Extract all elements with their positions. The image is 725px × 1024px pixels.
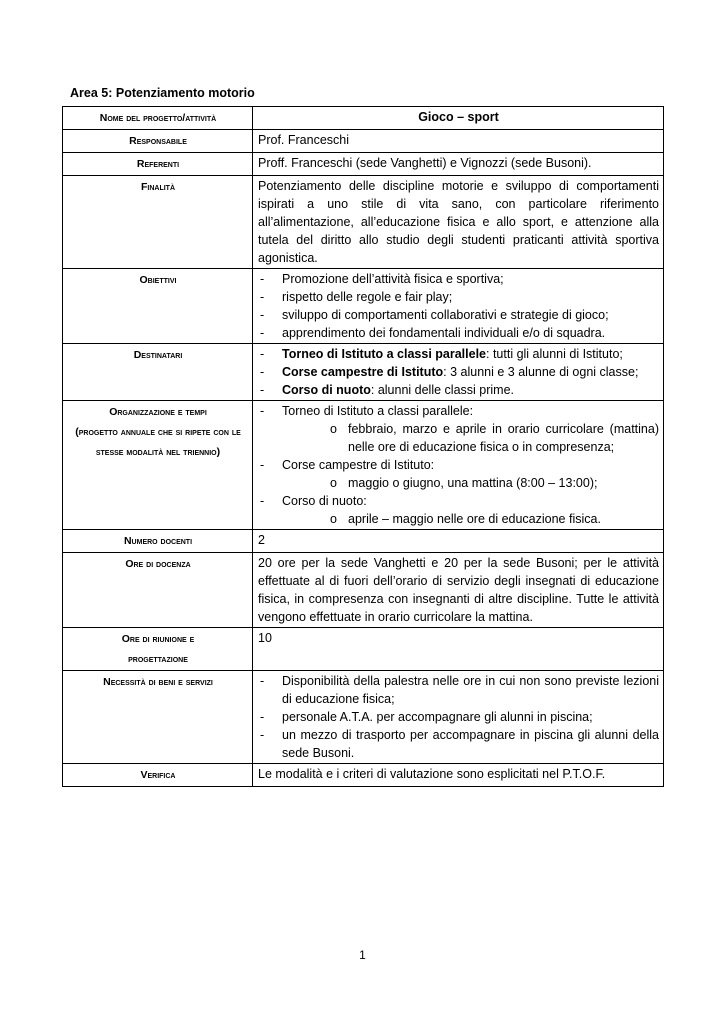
obiettivi-list xyxy=(258,270,659,342)
label-necessita: Necessità di beni e servizi xyxy=(63,671,253,764)
value-ore-docenza: 20 ore per la sede Vanghetti e 20 per la sede Busoni; per le attività effettuate al di fuori dell’orario di servizio degli insegnati di educazione fisica, in compresenza con insegnanti di altre discipline. Tutte le attività vengono effettuate in orario curricolare la mattina. xyxy=(253,553,664,628)
label-nome-progetto: Nome del progetto/attività xyxy=(63,107,253,130)
organizzazione-item: Corse campestre di Istituto: xyxy=(282,458,435,472)
list-item xyxy=(258,363,659,381)
list-item: - sviluppo di comportamenti collaborativi e strategie di gioco; xyxy=(258,306,659,324)
table-row xyxy=(63,153,664,176)
value-nome-progetto: Gioco – sport xyxy=(253,107,664,130)
list-item xyxy=(258,345,659,363)
list-item xyxy=(258,492,659,528)
label-destinatari: Destinatari xyxy=(63,344,253,401)
destinatari-bold: Torneo di Istituto a classi parallele xyxy=(282,347,486,361)
table-row xyxy=(63,764,664,787)
value-responsabile: Prof. Franceschi xyxy=(253,130,664,153)
label-organizzazione xyxy=(63,401,253,530)
table-row xyxy=(63,401,664,530)
destinatari-bold: Corse campestre di Istituto xyxy=(282,365,444,379)
destinatari-text: : 3 alunni e 3 alunne di ogni classe; xyxy=(443,365,639,379)
label-responsabile: Responsabile xyxy=(63,130,253,153)
table-row xyxy=(63,176,664,269)
page-number: 1 xyxy=(359,948,366,962)
list-item: - rispetto delle regole e fair play; xyxy=(258,288,659,306)
organizzazione-sublist xyxy=(282,420,659,456)
table-row xyxy=(63,130,664,153)
sub-list-item: o maggio o giugno, una mattina (8:00 – 13:00); xyxy=(324,474,659,492)
sub-list-item: o aprile – maggio nelle ore di educazione fisica. xyxy=(324,510,659,528)
label-ore-riunione-line1: Ore di riunione e xyxy=(121,633,195,645)
list-item xyxy=(258,456,659,492)
list-item: - un mezzo di trasporto per accompagnare in piscina gli alunni della sede Busoni. xyxy=(258,726,659,762)
sub-list-item: o febbraio, marzo e aprile in orario curricolare (mattina) nelle ore di educazione fisica o in compresenza; xyxy=(324,420,659,456)
list-item: - Disponibilità della palestra nelle ore in cui non sono previste lezioni di educazione fisica; xyxy=(258,672,659,708)
label-numero-docenti: Numero docenti xyxy=(63,530,253,553)
label-obiettivi: Obiettivi xyxy=(63,269,253,344)
label-finalita: Finalità xyxy=(63,176,253,269)
value-destinatari xyxy=(253,344,664,401)
organizzazione-list xyxy=(258,402,659,528)
table-row xyxy=(63,628,664,671)
value-organizzazione xyxy=(253,401,664,530)
value-numero-docenti: 2 xyxy=(253,530,664,553)
destinatari-text: : tutti gli alunni di Istituto; xyxy=(486,347,623,361)
label-ore-docenza: Ore di docenza xyxy=(63,553,253,628)
label-organizzazione-title: Organizzazione e tempi xyxy=(109,406,207,418)
organizzazione-sublist xyxy=(282,510,659,528)
list-item: - Promozione dell’attività fisica e sportiva; xyxy=(258,270,659,288)
label-ore-riunione xyxy=(63,628,253,671)
label-verifica: Verifica xyxy=(63,764,253,787)
value-ore-riunione: 10 xyxy=(253,628,664,671)
list-item: - personale A.T.A. per accompagnare gli alunni in piscina; xyxy=(258,708,659,726)
table-row xyxy=(63,671,664,764)
table-row xyxy=(63,107,664,130)
value-finalita: Potenziamento delle discipline motorie e sviluppo di comportamenti ispirati a uno stile di vita sano, con particolare riferimento all’alimentazione, all’educazione fisica e allo sport, e attenzione alla tutela del diritto allo studio degli studenti praticanti attività sportiva agonistica. xyxy=(253,176,664,269)
label-organizzazione-note: (progetto annuale che si ripete con le stesse modalità nel triennio) xyxy=(75,426,241,458)
value-referenti: Proff. Franceschi (sede Vanghetti) e Vignozzi (sede Busoni). xyxy=(253,153,664,176)
organizzazione-item: Corso di nuoto: xyxy=(282,494,367,508)
destinatari-list xyxy=(258,345,659,399)
list-item: - apprendimento dei fondamentali individuali e/o di squadra. xyxy=(258,324,659,342)
value-verifica: Le modalità e i criteri di valutazione sono esplicitati nel P.T.O.F. xyxy=(253,764,664,787)
organizzazione-sublist xyxy=(282,474,659,492)
destinatari-bold: Corso di nuoto xyxy=(282,383,371,397)
table-row xyxy=(63,269,664,344)
label-ore-riunione-line2: progettazione xyxy=(128,653,188,665)
necessita-list xyxy=(258,672,659,762)
list-item xyxy=(258,402,659,456)
page-title: Area 5: Potenziamento motorio xyxy=(70,86,255,100)
value-obiettivi xyxy=(253,269,664,344)
table-row xyxy=(63,344,664,401)
destinatari-text: : alunni delle classi prime. xyxy=(370,383,514,397)
list-item xyxy=(258,381,659,399)
project-table xyxy=(62,106,664,787)
table-row xyxy=(63,530,664,553)
value-necessita xyxy=(253,671,664,764)
table-row xyxy=(63,553,664,628)
label-referenti: Referenti xyxy=(63,153,253,176)
organizzazione-item: Torneo di Istituto a classi parallele: xyxy=(282,404,474,418)
